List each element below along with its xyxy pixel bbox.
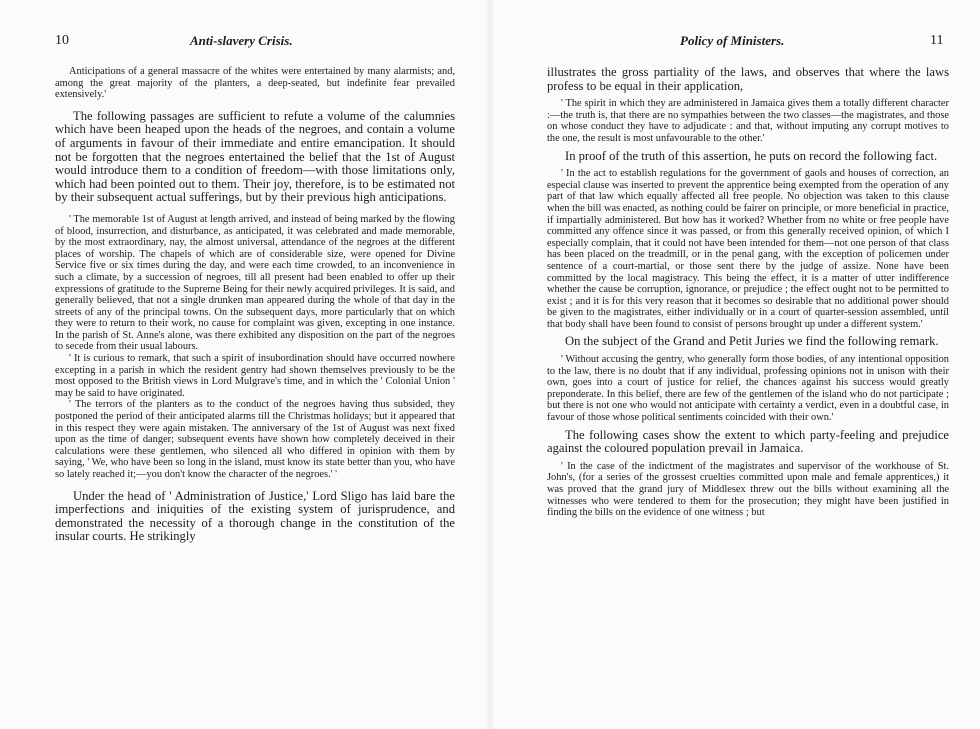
paragraph: ' In the act to establish regulations for the government of gaols and houses of correction, an especial clause was inserted to prevent the apprentice being exempted from the operation of any part of that law which equally affected all free people. No objection was taken to this clause when the bill was enacted, as nothing could be fairer on principle, or more beneficial in practice, if impartially administered. But how has it worked? Whether from no white or free people have committed any offence since it was passed, or from this generally received opinion, of which I especially complain, that it could not have been intended for them—not one person of that class has been placed on the treadmill, or in the penal gang, with the exception of policemen under sentence of a court-martial, or those sent there by the judge of assize. None have been committed by the local magistracy. This being the effect, it is a matter of utter indifference whether the cause be corruption, ignorance, or prejudice ; the effect ought not to be permitted to exist ; and it is for this very reason that it becomes so desirable that no additional power should be given to the magistrates, either individually or in a court of quarter-session assembled, until that body shall have been found to consist of persons brought up under a different system.' — [547, 168, 949, 330]
paragraph: Anticipations of a general massacre of the whites were entertained by many alarmists; and, among the great majority of the planters, a deep-seated, but indefinite fear prevailed extensively.' — [55, 66, 455, 101]
paragraph: ' In the case of the indictment of the magistrates and supervisor of the workhouse of St. John's, (for a series of the grossest cruelties committed upon male and female apprentices,) it was proved that the grand jury of Middlesex threw out the bills without examining all the witnesses who were tendered to them for the prosecution; they might have been justified in finding the bills on the evidence of one witness ; but — [547, 460, 949, 519]
paragraph: In proof of the truth of this assertion, he puts on record the following fact. — [565, 148, 938, 163]
right-page-number: 11 — [930, 33, 944, 48]
paragraph: ' The terrors of the planters as to the conduct of the negroes having thus subsided, they postponed the period of their anticipated alarms till the Christmas holidays; but it appeared that in this respect they were again mistaken. The anniversary of the 1st of August was next fixed upon as the time of danger; subsequent events have shown how completely deceived in their calculations were these gentlemen, who silenced all who differed in opinion with them by saying, ' We, who have been so long in the island, must know its state better than you, who have so lately reached it;—you don't know the character of the negroes.' ' — [55, 399, 455, 480]
left-running-title: Anti-slavery Crisis. — [190, 33, 293, 48]
paragraph: The following passages are sufficient to refute a volume of the calumnies which have been heaped upon the heads of the negroes, and contain a volume of arguments in favour of their immediate and entire emancipation. It should not be forgotten that the negroes entertained the belief that the 1st of August would introduce them to a condition of freedom—with those limitations only, which had been pointed out to them. Their joy, therefore, is to be estimated not by their subsequent actual sufferings, but by their previous high anticipations. — [55, 108, 455, 205]
paragraph: The following cases show the extent to which party-feeling and prejudice against the coloured population prevail in Jamaica. — [547, 427, 949, 456]
paragraph: illustrates the gross partiality of the laws, and observes that where the laws profess to be equal in their application, — [547, 65, 949, 93]
paragraph: ' The memorable 1st of August at length arrived, and instead of being marked by the flowing of blood, insurrection, and disturbance, as anticipated, it was celebrated and made memorable, by the most extraordinary, nay, the almost universal, attendance of the negroes at the different places of worship. The chapels of which are of considerable size, were opened for Divine Service five or six times during the day, and were each time crowded, to an inconvenience in such a climate, by a succession of negroes, till all present had been enabled to offer up their expressions of gratitude to the Supreme Being for their newly acquired privileges. It is said, and generally believed, that not a single drunken man appeared during the whole of that day in the streets of any of the principal towns. On the subsequent days, more particularly that on which they were to return to their work, no cause for complaint was given, excepting in one instance. In the parish of St. Anne's alone, was there exhibited any disposition on the part of the negroes to secede from their usual labours. — [55, 213, 455, 353]
paragraph: ' The spirit in which they are administered in Jamaica gives them a totally different character :—the truth is, that there are no sympathies between the two classes—the magistrates, and those on whose conduct they have to adjudicate : and that, without imputing any corrupt motives to the one, the result is most unfavourable to the other.' — [547, 98, 949, 144]
right-page — [490, 0, 980, 729]
right-running-title: Policy of Ministers. — [680, 33, 785, 48]
paragraph: ' It is curious to remark, that such a spirit of insubordination should have occurred nowhere excepting in a parish in which the resident gentry had shown themselves previously to be the most opposed to the British views in Lord Mulgrave's time, and in which the ' Colonial Union ' may be said to have originated. — [55, 353, 455, 399]
paragraph: ' Without accusing the gentry, who generally form those bodies, of any intentional opposition to the law, there is no doubt that if any individual, professing opinions not in unison with their own, goes into a court of justice for relief, the chances against his success would greatly preponderate. In this belief, there are few of the gentlemen of the island who do not participate ; but there is not one who would not anticipate with certainty a verdict, even in a doubtful case, in favour of those whose political sentiments coincided with their own.' — [547, 354, 949, 424]
right-text-column — [547, 66, 949, 519]
paragraph: Under the head of ' Administration of Justice,' Lord Sligo has laid bare the imperfections and iniquities of the existing system of jurisprudence, and demonstrated the necessity of a thorough change in the constitution of the insular courts. He strikingly — [55, 488, 455, 544]
left-text-column — [55, 66, 455, 544]
paragraph: On the subject of the Grand and Petit Juries we find the following remark. — [565, 334, 939, 349]
left-page-number: 10 — [55, 33, 69, 48]
